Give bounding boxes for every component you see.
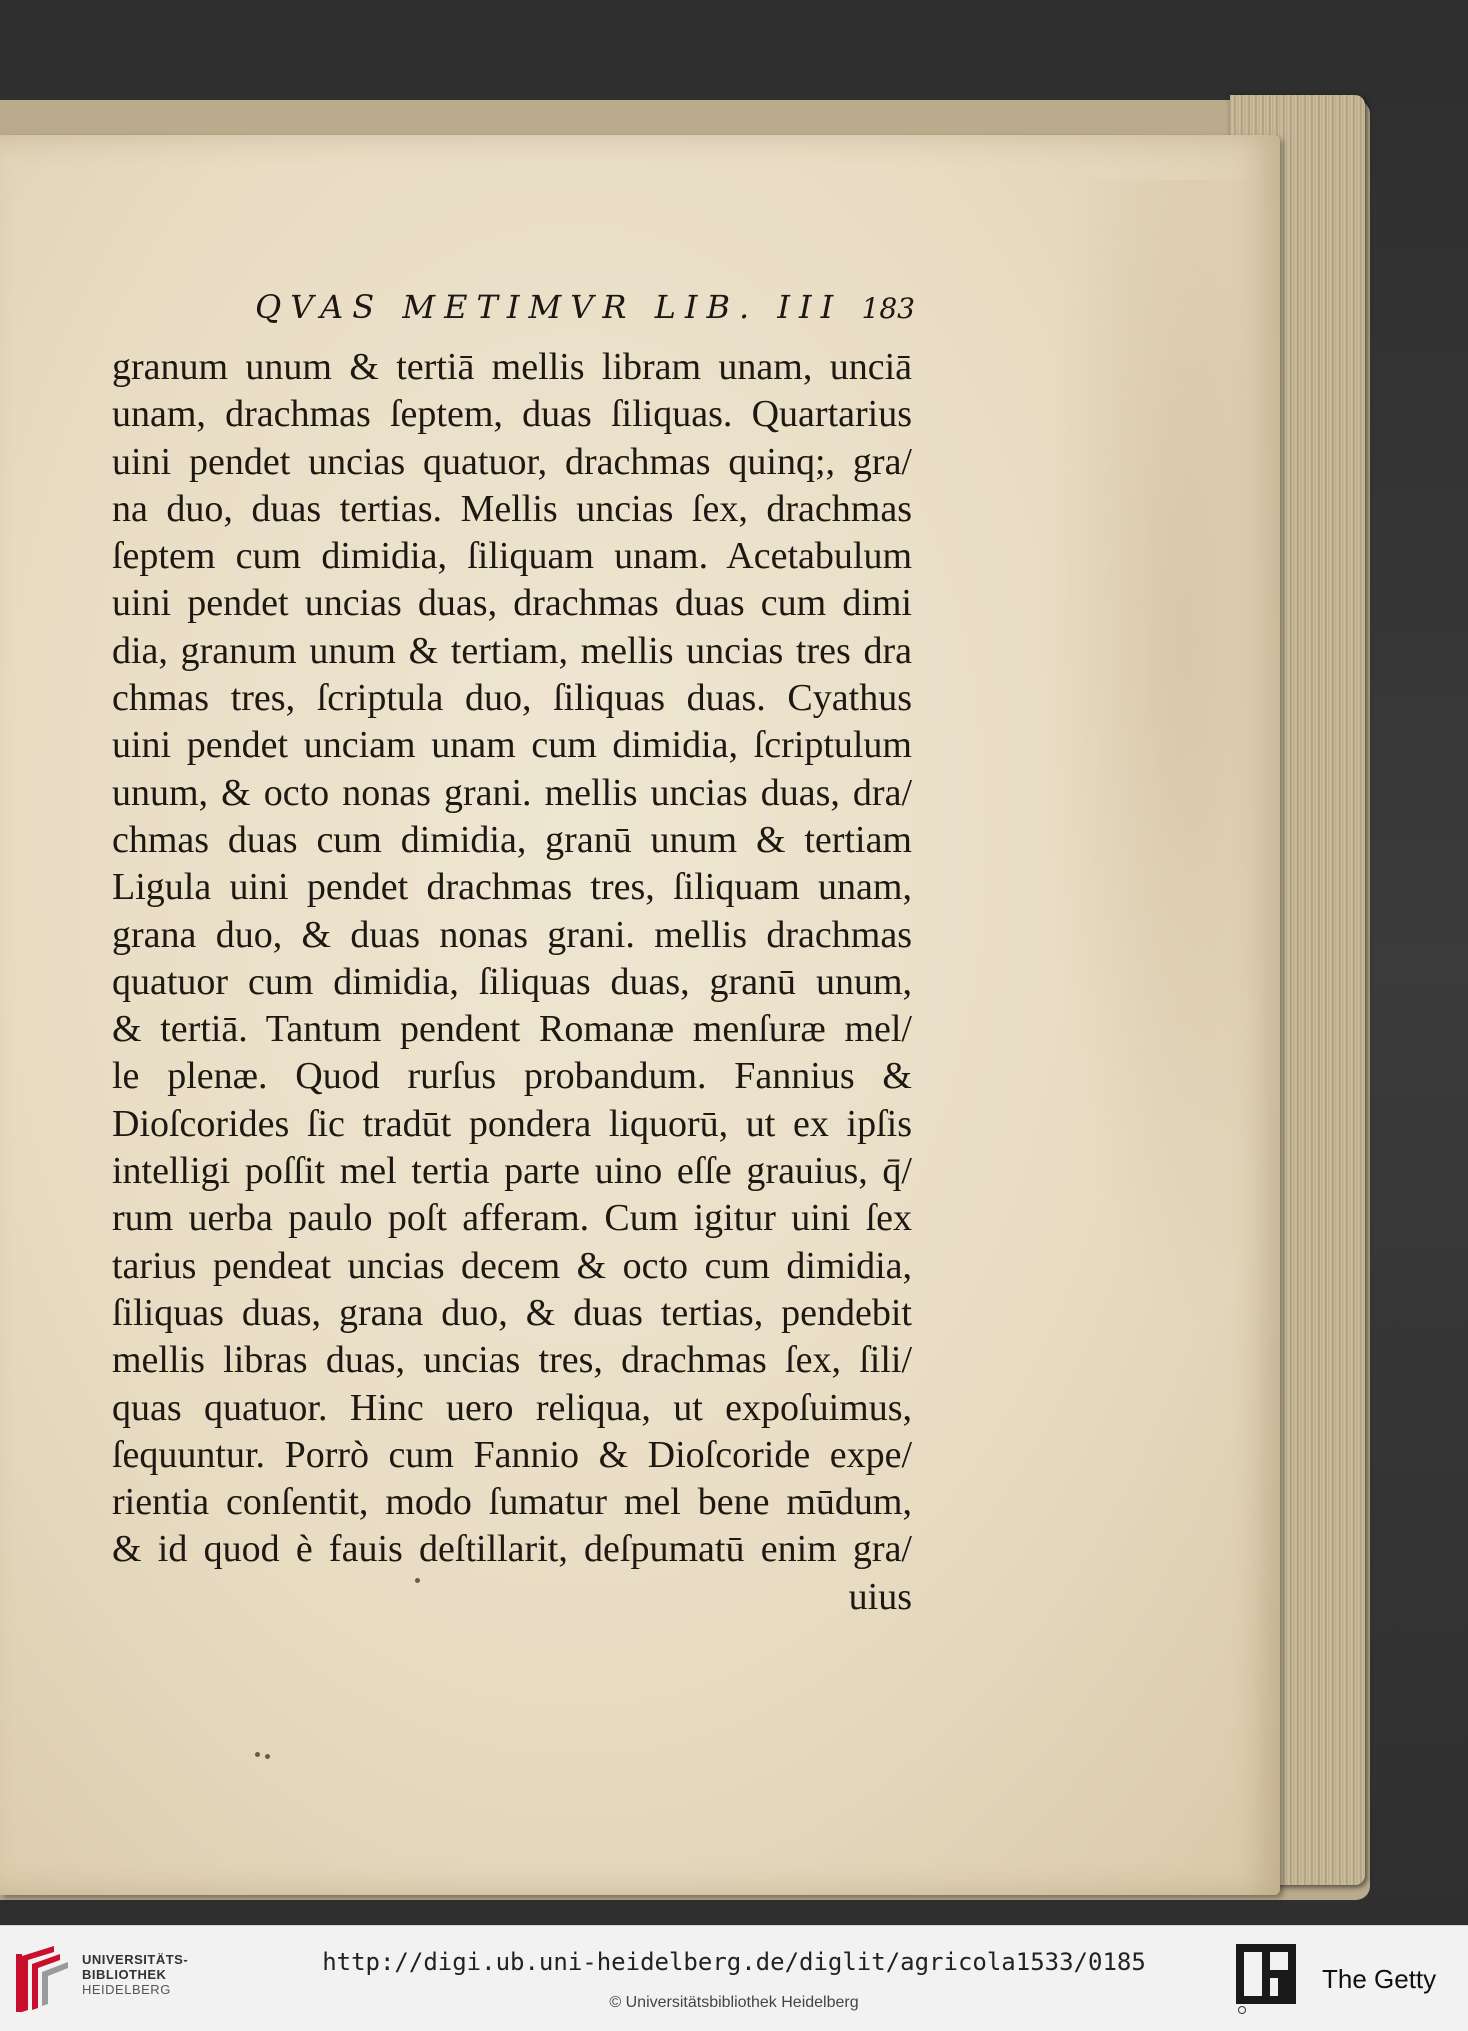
- text-line: dia, granum unum & tertiam, mellis uncias tres dra: [112, 629, 912, 672]
- text-line: unam, drachmas ſeptem, duas ſiliquas. Quartarius: [112, 393, 912, 436]
- viewer-footer: [0, 1925, 1468, 2031]
- text-line: ſeptem cum dimidia, ſiliquam unam. Acetabulum: [112, 535, 912, 578]
- text-line: uini pendet unciam unam cum dimidia, ſcriptulum: [112, 724, 912, 767]
- text-line: chmas duas cum dimidia, granū unum & tertiam: [112, 818, 912, 861]
- text-line: ſiliquas duas, grana duo, & duas tertias, pendebit: [112, 1291, 912, 1334]
- text-line: Dioſcorides ſic tradūt pondera liquorū, ut ex ipſis: [112, 1102, 912, 1145]
- text-line: mellis libras duas, uncias tres, drachmas ſex, ſili/: [112, 1339, 912, 1382]
- text-line: ſequuntur. Porrò cum Fannio & Dioſcoride expe/: [112, 1433, 912, 1476]
- text-line: uini pendet uncias duas, drachmas duas cum dimi: [112, 582, 912, 625]
- folio-number: 183: [861, 292, 915, 325]
- text-line: quas quatuor. Hinc uero reliqua, ut expoſuimus,: [112, 1386, 912, 1429]
- ink-speck: [415, 1578, 420, 1583]
- text-line: & tertiā. Tantum pendent Romanæ menſuræ mel/: [112, 1008, 912, 1051]
- text-line: unum, & octo nonas grani. mellis uncias duas, dra/: [112, 771, 912, 814]
- catchword: uius: [848, 1575, 912, 1618]
- text-line: le plenæ. Quod rurſus probandum. Fannius &: [112, 1055, 912, 1098]
- text-line: Ligula uini pendet drachmas tres, ſiliquam unam,: [112, 866, 912, 909]
- text-line: grana duo, & duas nonas grani. mellis drachmas: [112, 913, 912, 956]
- running-head: [255, 288, 915, 326]
- body-text: [112, 344, 912, 1621]
- library-name-line: UNIVERSITÄTS-: [82, 1952, 189, 1967]
- ink-speck: [265, 1754, 270, 1759]
- text-line: tarius pendeat uncias decem & octo cum dimidia,: [112, 1244, 912, 1287]
- text-line: rum uerba paulo poſt afferam. Cum igitur uini ſex: [112, 1197, 912, 1240]
- getty-logo-icon: [1236, 1944, 1296, 2014]
- text-line: na duo, duas tertias. Mellis uncias ſex, drachmas: [112, 487, 912, 530]
- page-stain: [1040, 180, 1280, 1330]
- text-line: uini pendet uncias quatuor, drachmas quinq;, gra/: [112, 440, 912, 483]
- copyright-notice: © Universitätsbibliothek Heidelberg: [609, 1994, 859, 2011]
- permalink-url[interactable]: http://digi.ub.uni-heidelberg.de/diglit/agricola1533/0185: [322, 1948, 1146, 1976]
- running-title: QVAS METIMVR LIB. III: [255, 288, 843, 326]
- text-line: chmas tres, ſcriptula duo, ſiliquas duas. Cyathus: [112, 677, 912, 720]
- library-name-line: HEIDELBERG: [82, 1982, 171, 1997]
- text-line: intelligi poſſit mel tertia parte uino eſſe grauius, q̄/: [112, 1150, 912, 1193]
- partner-name: The Getty: [1322, 1964, 1437, 1994]
- text-line: quatuor cum dimidia, ſiliquas duas, granū unum,: [112, 960, 912, 1003]
- ink-speck: [255, 1752, 260, 1757]
- text-line: rientia conſentit, modo ſumatur mel bene mūdum,: [112, 1481, 912, 1524]
- text-line: & id quod è fauis deſtillarit, deſpumatū enim gra/: [112, 1528, 912, 1571]
- text-line: granum unum & tertiā mellis libram unam, unciā: [112, 346, 912, 388]
- library-name-line: BIBLIOTHEK: [82, 1967, 167, 1982]
